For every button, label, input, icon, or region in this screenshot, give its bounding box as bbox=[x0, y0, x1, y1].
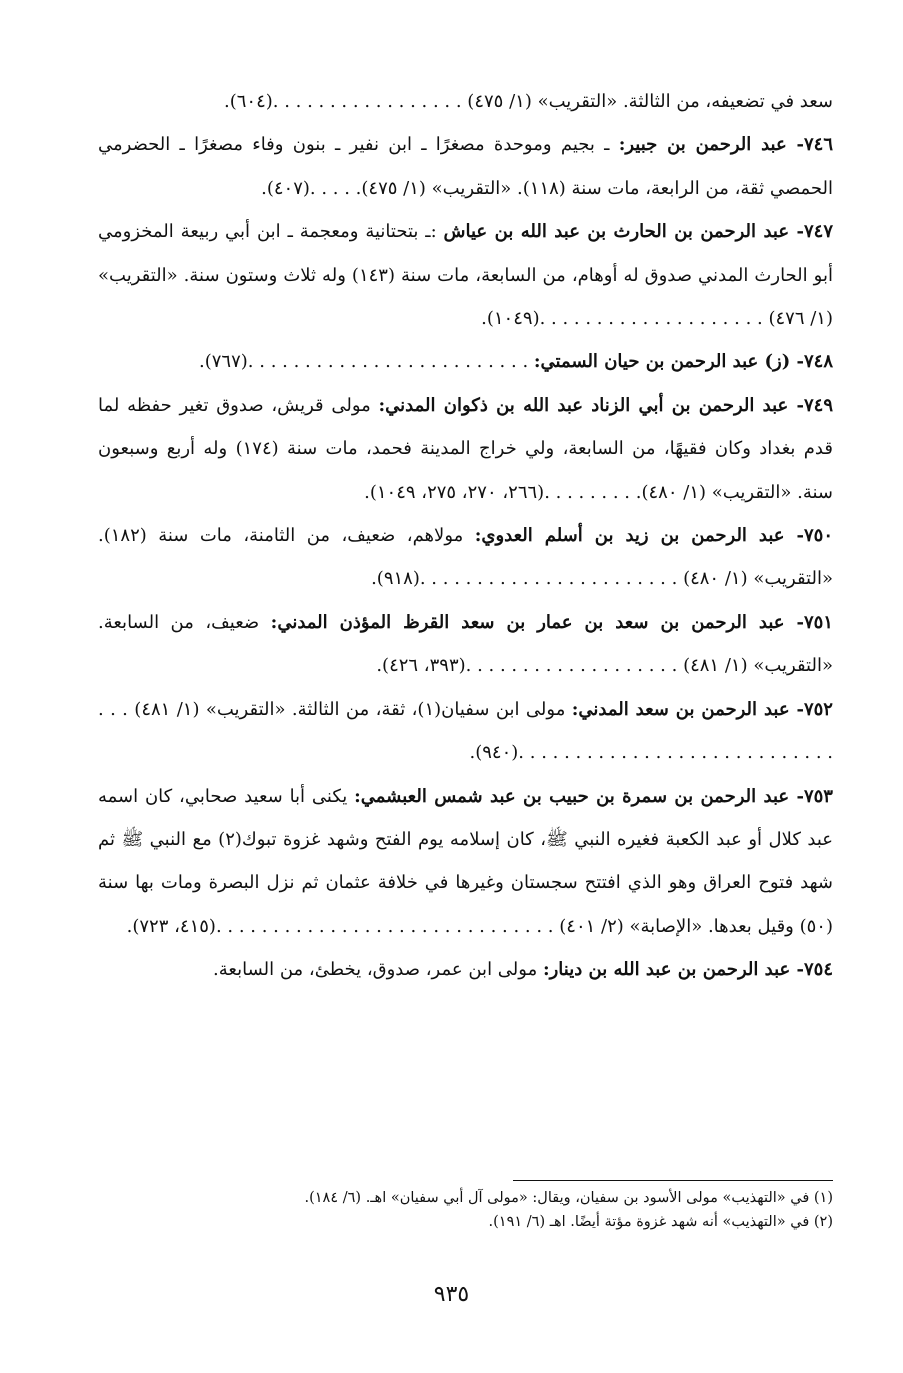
entry-heading: ٧٥٢- عبد الرحمن بن سعد المدني: bbox=[571, 698, 833, 720]
entry-body: سعد في تضعيفه، من الثالثة. «التقريب» (١/ ٤٧٥) . . . . . . . . . . . . . . . . .(٦٠٤). bbox=[223, 91, 833, 112]
entry-745-continuation bbox=[98, 80, 833, 123]
entry-heading: ٧٥٤- عبد الرحمن بن عبد الله بن دينار: bbox=[542, 959, 833, 981]
entry-body: مولى ابن سفيان(١)، ثقة، من الثالثة. «التقريب» (١/ ٤٨١) . . . . . . . . . . . . . . . . . . . . . . . . . . . . . . .(٩٤٠). bbox=[98, 698, 833, 764]
footnotes bbox=[73, 1186, 833, 1234]
entry-body: ـ بجيم وموحدة مصغرًا ـ ابن نفير ـ بنون وفاء مصغرًا ـ الحضرمي الحمصي ثقة، من الرابعة، مات سنة (١١٨). «التقريب» (١/ ٤٧٥). . . . .(٤٠٧). bbox=[98, 134, 833, 199]
entry-body: ضعيف، من السابعة. «التقريب» (١/ ٤٨١) . . . . . . . . . . . . . . . . . . .(٣٩٣، ٤٢٦). bbox=[98, 611, 833, 677]
main-text bbox=[98, 80, 833, 992]
entry-751 bbox=[98, 601, 833, 688]
entry-749 bbox=[98, 384, 833, 514]
entry-748 bbox=[98, 340, 833, 383]
entry-753 bbox=[98, 775, 833, 949]
entry-body: مولى قريش، صدوق تغير حفظه لما قدم بغداد وكان فقيهًا، من السابعة، ولي خراج المدينة فحمد، مات سنة (١٧٤) وله أربع وسبعون سنة. «التقريب» (١/ ٤٨٠). . . . . . . . .(٢٦٦، ٢٧٠، ٢٧٥، ١٠٤٩). bbox=[98, 394, 833, 503]
entry-746 bbox=[98, 123, 833, 210]
footnote-divider bbox=[513, 1180, 833, 1181]
entry-754 bbox=[98, 948, 833, 991]
footnote-2: (٢) في «التهذيب» أنه شهد غزوة مؤتة أيضًا. اهـ (٦/ ١٩١). bbox=[488, 1214, 833, 1230]
entry-747 bbox=[98, 210, 833, 340]
entry-heading: ٧٤٧- عبد الرحمن بن الحارث بن عبد الله بن عياش bbox=[443, 221, 833, 243]
entry-752 bbox=[98, 688, 833, 775]
entry-heading: ٧٥١- عبد الرحمن بن سعد بن عمار بن سعد القرظ المؤذن المدني: bbox=[270, 611, 833, 633]
entry-heading: ٧٥٠- عبد الرحمن بن زيد بن أسلم العدوي: bbox=[474, 525, 833, 547]
entry-heading: ٧٤٩- عبد الرحمن بن أبي الزناد عبد الله بن ذكوان المدني: bbox=[378, 394, 833, 416]
entry-750 bbox=[98, 514, 833, 601]
entry-heading: ٧٤٦- عبد الرحمن بن جبير: bbox=[618, 134, 833, 156]
entry-heading: ٧٤٨- (ز) عبد الرحمن بن حيان السمتي: bbox=[533, 351, 833, 373]
entry-body: . . . . . . . . . . . . . . . . . . . . . . . . .(٧٦٧). bbox=[199, 351, 529, 373]
entry-body: مولاهم، ضعيف، من الثامنة، مات سنة (١٨٢). «التقريب» (١/ ٤٨٠) . . . . . . . . . . . . . . . . . . . . . . .(٩١٨). bbox=[98, 525, 833, 590]
entry-heading: ٧٥٣- عبد الرحمن بن سمرة بن حبيب بن عبد شمس العبشمي: bbox=[354, 785, 833, 807]
footnote-1: (١) في «التهذيب» مولى الأسود بن سفيان، ويقال: «مولى آل أبي سفيان» اهـ. (٦/ ١٨٤). bbox=[304, 1190, 833, 1206]
page-number: ٩٣٥ bbox=[433, 1282, 470, 1307]
entry-body: :ـ بتحتانية ومعجمة ـ ابن أبي ربيعة المخزومي أبو الحارث المدني صدوق له أوهام، من السابعة، مات سنة (١٤٣) وله ثلاث وستون سنة. «التقريب» (١/ ٤٧٦) . . . . . . . . . . . . . . . . . . . .(١٠٤٩). bbox=[98, 221, 833, 330]
entry-body: يكنى أبا سعيد صحابي، كان اسمه عبد كلال أو عبد الكعبة فغيره النبي ﷺ، كان إسلامه يوم الفتح وشهد غزوة تبوك(٢) مع النبي ﷺ ثم شهد فتوح العراق وهو الذي افتتح سجستان وغيرها في خلافة عثمان ثم نزل البصرة ومات بها سنة (٥٠) وقيل بعدها. «الإصابة» (٢/ ٤٠١) . . . . . . . . . . . . . . . . . . . . . . . . . . . . . .(٤١٥، ٧٢٣). bbox=[98, 785, 833, 937]
entry-body: مولى ابن عمر، صدوق، يخطئ، من السابعة. bbox=[213, 959, 538, 981]
